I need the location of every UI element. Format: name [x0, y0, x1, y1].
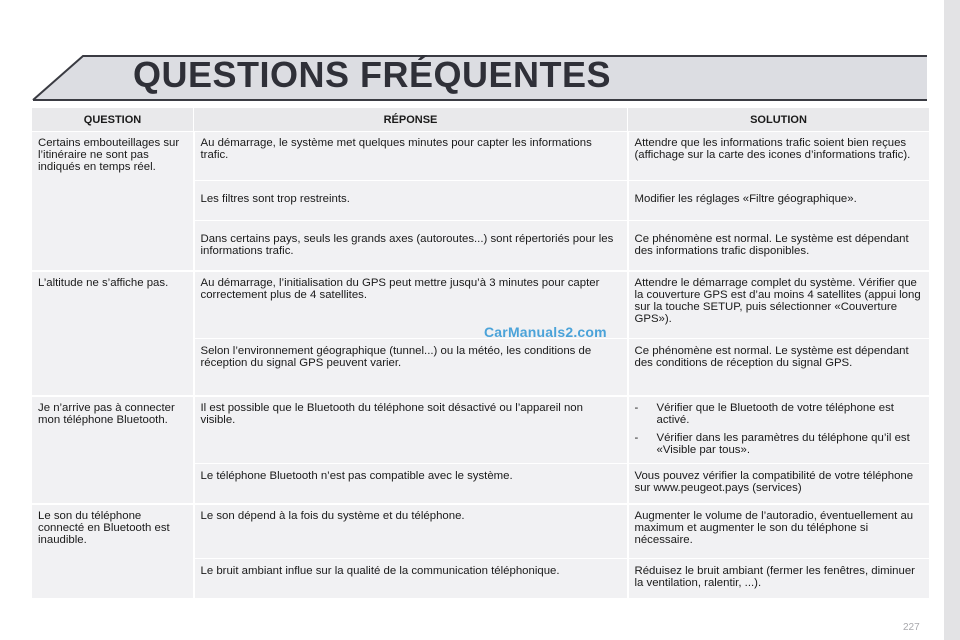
solution-cell: Ce phénomène est normal. Le système est dépendant des conditions de réception du signal GPS.	[628, 339, 930, 396]
question-cell: L’altitude ne s’affiche pas.	[32, 271, 194, 396]
question-cell: Je n’arrive pas à connecter mon téléphone Bluetooth.	[32, 396, 194, 504]
answer-cell: Dans certains pays, seuls les grands axes (autoroutes...) sont répertoriés pour les informations trafic.	[194, 221, 628, 271]
answer-cell: Le bruit ambiant influe sur la qualité de la communication téléphonique.	[194, 559, 628, 599]
answer-cell: Au démarrage, le système met quelques minutes pour capter les informations trafic.	[194, 132, 628, 181]
solution-cell	[628, 396, 930, 464]
table-row	[32, 504, 930, 559]
solution-cell: Vous pouvez vérifier la compatibilité de votre téléphone sur www.peugeot.pays (services)	[628, 464, 930, 504]
table-row	[32, 396, 930, 464]
table-row	[32, 132, 930, 181]
answer-cell: Au démarrage, l’initialisation du GPS peut mettre jusqu’à 3 minutes pour capter correctement plus de 4 satellites.	[194, 271, 628, 339]
solution-cell: Ce phénomène est normal. Le système est dépendant des informations trafic disponibles.	[628, 221, 930, 271]
answer-cell: Il est possible que le Bluetooth du téléphone soit désactivé ou l’appareil non visible.	[194, 396, 628, 464]
solution-cell: Augmenter le volume de l’autoradio, éventuellement au maximum et augmenter le son du téléphone si nécessaire.	[628, 504, 930, 559]
question-cell: Certains embouteillages sur l’itinéraire ne sont pas indiqués en temps réel.	[32, 132, 194, 271]
side-strip	[944, 0, 960, 640]
answer-cell: Les filtres sont trop restreints.	[194, 181, 628, 221]
solution-list-item: - Vérifier dans les paramètres du téléphone qu’il est «Visible par tous».	[634, 431, 910, 457]
solution-cell: Modifier les réglages «Filtre géographique».	[628, 181, 930, 221]
solution-cell: Attendre que les informations trafic soient bien reçues (affichage sur la carte des icones d’informations trafic).	[628, 132, 930, 181]
faq-table	[31, 107, 930, 599]
answer-cell: Selon l’environnement géographique (tunnel...) ou la météo, les conditions de réception du signal GPS peuvent varier.	[194, 339, 628, 396]
column-header-answer: RÉPONSE	[194, 108, 628, 132]
solution-list-item: - Vérifier que le Bluetooth de votre téléphone est activé.	[634, 401, 894, 426]
answer-cell: Le téléphone Bluetooth n’est pas compatible avec le système.	[194, 464, 628, 504]
question-cell: Le son du téléphone connecté en Bluetooth est inaudible.	[32, 504, 194, 599]
solution-cell: Réduisez le bruit ambiant (fermer les fenêtres, diminuer la ventilation, ralentir, ...).	[628, 559, 930, 599]
column-header-solution: SOLUTION	[628, 108, 930, 132]
table-row	[32, 271, 930, 339]
table-header-row	[32, 108, 930, 132]
solution-cell: Attendre le démarrage complet du système. Vérifier que la couverture GPS est d’au moins 4 satellites (appui long sur la touche SETUP, puis sélectionner «Couverture GPS»).	[628, 271, 930, 339]
watermark: CarManuals2.com	[484, 324, 607, 340]
answer-cell: Le son dépend à la fois du système et du téléphone.	[194, 504, 628, 559]
page-number: 227	[903, 622, 920, 633]
solution-list	[635, 402, 924, 457]
page-title: QUESTIONS FRÉQUENTES	[133, 54, 612, 95]
column-header-question: QUESTION	[32, 108, 194, 132]
